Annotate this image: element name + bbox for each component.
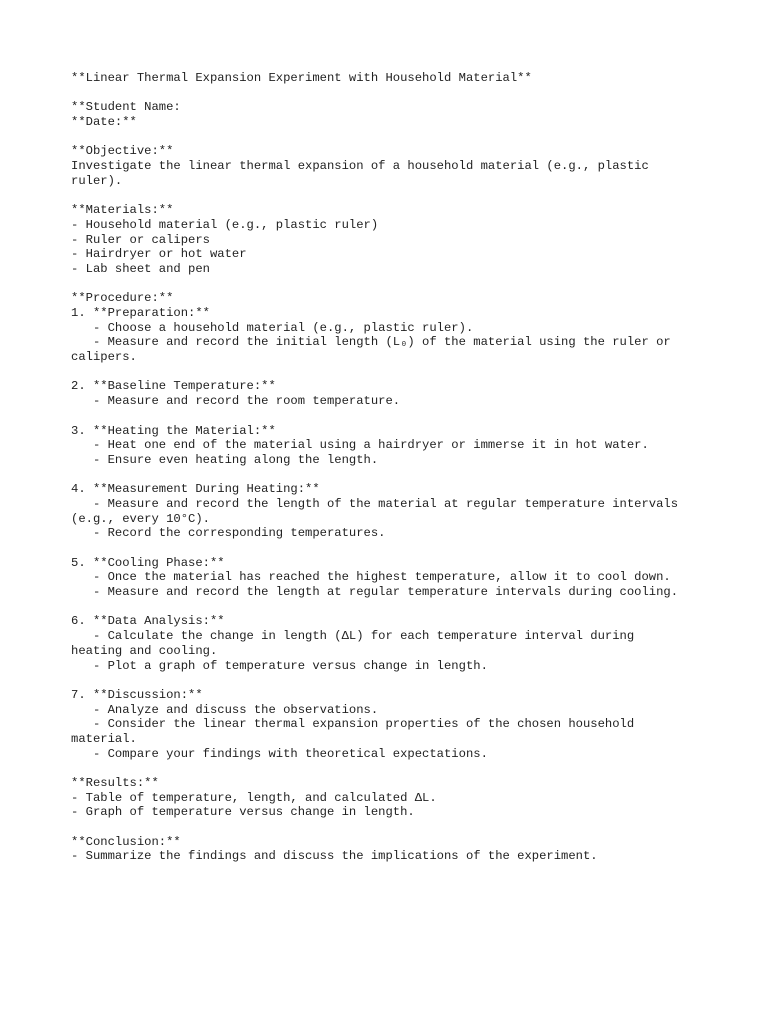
step-line: - Heat one end of the material using a hairdryer or immerse it in hot water. bbox=[71, 438, 649, 453]
objective-line: ruler). bbox=[71, 173, 123, 188]
results-heading: **Results:** bbox=[71, 776, 159, 790]
document-body bbox=[71, 71, 711, 864]
spacer bbox=[71, 409, 711, 424]
procedure-step-3 bbox=[71, 424, 711, 468]
procedure-step-4 bbox=[71, 482, 711, 541]
step-line: - Once the material has reached the highest temperature, allow it to cool down. bbox=[71, 570, 671, 585]
step-line: heating and cooling. bbox=[71, 643, 218, 658]
conclusion-item: - Summarize the findings and discuss the implications of the experiment. bbox=[71, 849, 598, 864]
materials-heading: **Materials:** bbox=[71, 203, 174, 218]
conclusion-section bbox=[71, 835, 711, 864]
step-line: - Measure and record the initial length (L₀) of the material using the ruler or bbox=[71, 335, 671, 350]
procedure-step-7 bbox=[71, 688, 711, 761]
spacer bbox=[71, 761, 711, 776]
step-line: - Measure and record the length at regular temperature intervals during cooling. bbox=[71, 585, 679, 600]
step-line: - Plot a graph of temperature versus change in length. bbox=[71, 658, 488, 673]
spacer bbox=[71, 600, 711, 615]
step-line: material. bbox=[71, 731, 137, 746]
spacer bbox=[71, 541, 711, 556]
spacer bbox=[71, 189, 711, 204]
objective-heading: **Objective:** bbox=[71, 144, 174, 159]
procedure-step-5 bbox=[71, 556, 711, 600]
conclusion-heading: **Conclusion:** bbox=[71, 834, 181, 849]
materials-section bbox=[71, 203, 711, 276]
step-line: - Calculate the change in length (ΔL) for each temperature interval during bbox=[71, 629, 635, 644]
results-item: - Graph of temperature versus change in length. bbox=[71, 805, 415, 820]
step-line: (e.g., every 10°C). bbox=[71, 511, 210, 526]
results-item: - Table of temperature, length, and calculated ΔL. bbox=[71, 790, 437, 805]
results-section bbox=[71, 776, 711, 820]
objective-line: Investigate the linear thermal expansion of a household material (e.g., plastic bbox=[71, 159, 649, 174]
materials-item: - Ruler or calipers bbox=[71, 232, 210, 247]
spacer bbox=[71, 673, 711, 688]
step-line: calipers. bbox=[71, 350, 137, 365]
step-line: - Analyze and discuss the observations. bbox=[71, 702, 379, 717]
procedure-step-1 bbox=[71, 306, 711, 365]
student-name-field: **Student Name: bbox=[71, 100, 181, 115]
spacer bbox=[71, 468, 711, 483]
procedure-heading: **Procedure:** bbox=[71, 291, 174, 306]
step-title: 5. **Cooling Phase:** bbox=[71, 555, 225, 570]
procedure-section bbox=[71, 291, 711, 761]
spacer bbox=[71, 365, 711, 380]
materials-item: - Lab sheet and pen bbox=[71, 261, 210, 276]
spacer bbox=[71, 820, 711, 835]
procedure-step-6 bbox=[71, 614, 711, 673]
materials-item: - Household material (e.g., plastic ruler) bbox=[71, 217, 379, 232]
step-title: 4. **Measurement During Heating:** bbox=[71, 482, 320, 497]
step-title: 3. **Heating the Material:** bbox=[71, 423, 276, 438]
date-field: **Date:** bbox=[71, 115, 137, 130]
step-line: - Choose a household material (e.g., plastic ruler). bbox=[71, 320, 474, 335]
document-title: **Linear Thermal Expansion Experiment with Household Material** bbox=[71, 71, 532, 85]
step-line: - Ensure even heating along the length. bbox=[71, 452, 379, 467]
step-line: - Record the corresponding temperatures. bbox=[71, 526, 386, 541]
step-title: 7. **Discussion:** bbox=[71, 687, 203, 702]
materials-item: - Hairdryer or hot water bbox=[71, 247, 247, 262]
step-title: 2. **Baseline Temperature:** bbox=[71, 379, 276, 394]
step-line: - Consider the linear thermal expansion properties of the chosen household bbox=[71, 717, 635, 732]
procedure-step-2 bbox=[71, 379, 711, 408]
step-title: 1. **Preparation:** bbox=[71, 306, 210, 320]
spacer bbox=[71, 86, 711, 101]
spacer bbox=[71, 130, 711, 145]
spacer bbox=[71, 277, 711, 292]
step-title: 6. **Data Analysis:** bbox=[71, 614, 225, 629]
step-line: - Compare your findings with theoretical expectations. bbox=[71, 746, 488, 761]
step-line: - Measure and record the room temperature. bbox=[71, 394, 401, 409]
step-line: - Measure and record the length of the material at regular temperature intervals bbox=[71, 496, 679, 511]
objective-section bbox=[71, 144, 711, 188]
